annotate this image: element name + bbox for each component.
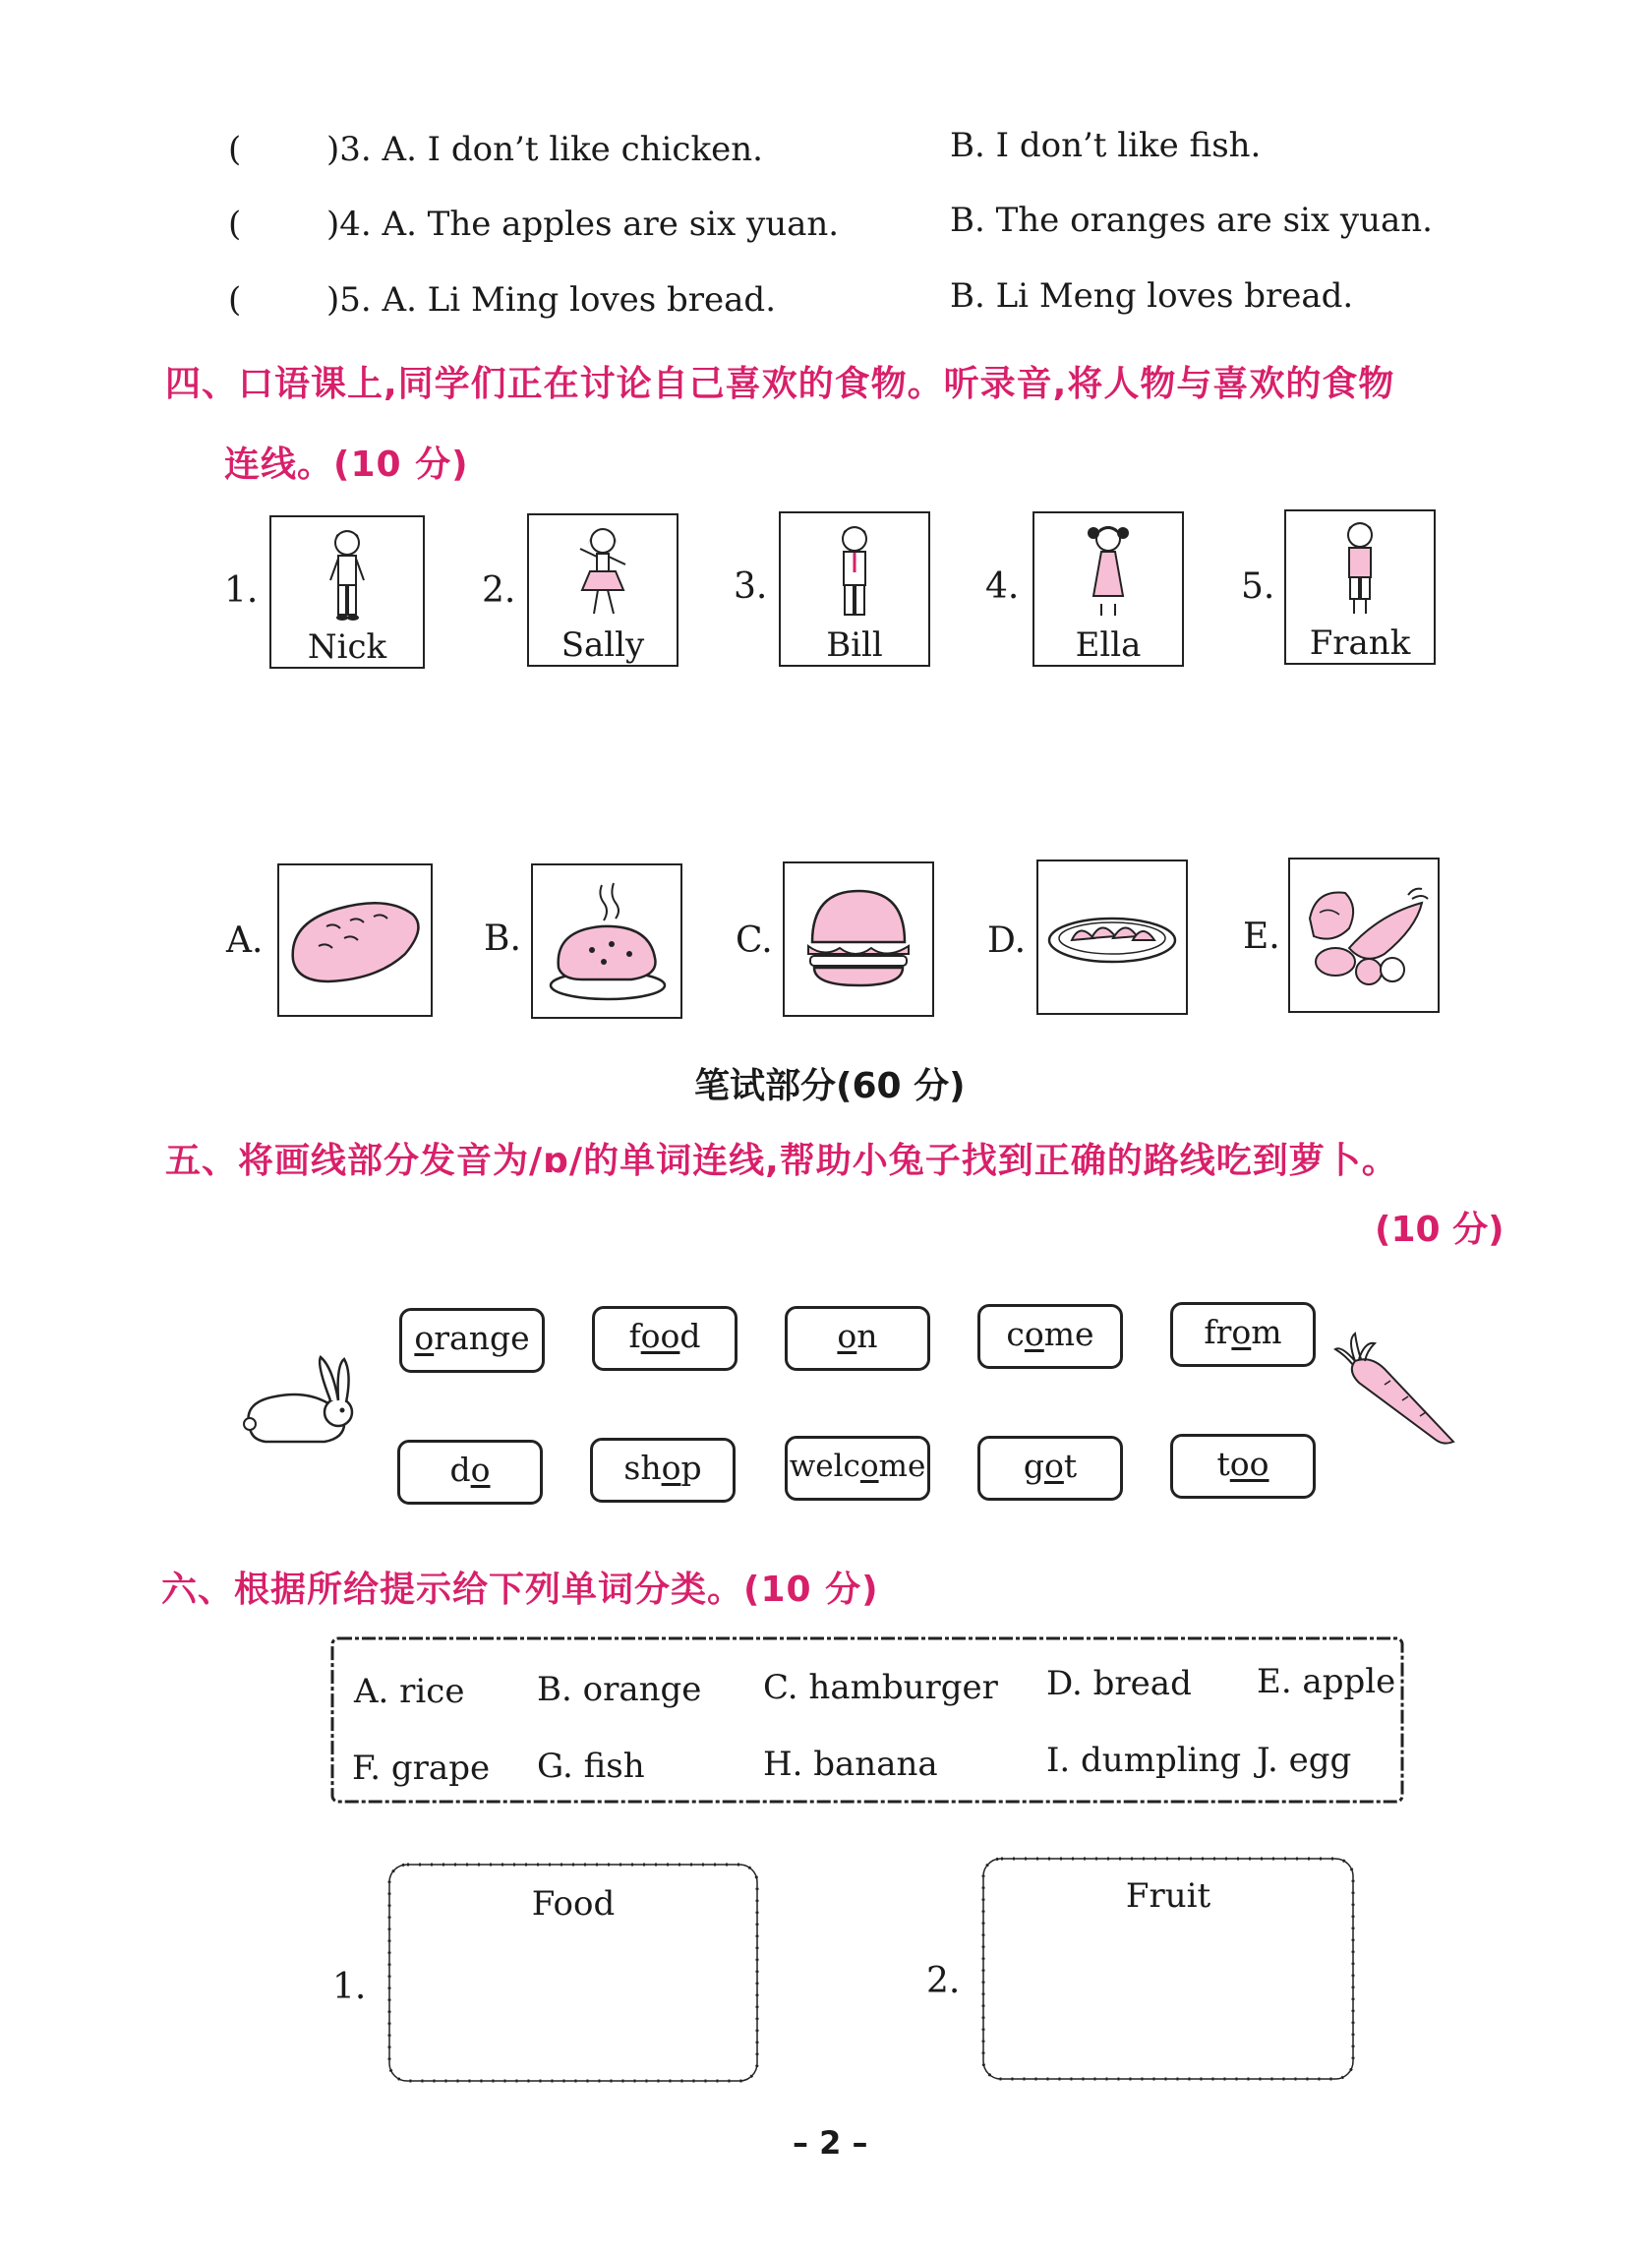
word-pre: t xyxy=(1216,1445,1230,1483)
category-num-2: 2. xyxy=(926,1961,961,2001)
word-box-from[interactable] xyxy=(1170,1302,1316,1367)
word-egg: J. egg xyxy=(1257,1741,1352,1780)
person-num-3: 3. xyxy=(734,566,768,607)
boy-suit-icon xyxy=(781,513,928,631)
rabbit-icon xyxy=(236,1343,374,1452)
word-dumpling: I. dumpling xyxy=(1046,1741,1242,1780)
word-underlined: o xyxy=(661,1449,681,1487)
section5-title: 五、将画线部分发音为/ɒ/的单词连线,帮助小兔子找到正确的路线吃到萝卜。 xyxy=(165,1141,1398,1181)
section4-title-cont-text: 连线。 xyxy=(224,445,334,485)
section4-title-cont xyxy=(224,437,469,487)
answer-paren-3[interactable]: ( xyxy=(228,130,242,169)
word-pre: g xyxy=(1023,1447,1044,1485)
word-rice: A. rice xyxy=(354,1672,465,1711)
category-label-fruit: Fruit xyxy=(1125,1876,1211,1916)
section5-score: (10 分) xyxy=(1375,1210,1504,1250)
word-box-food[interactable] xyxy=(592,1306,738,1371)
food-card-d[interactable] xyxy=(1036,860,1188,1015)
q3-option-b: B. I don’t like fish. xyxy=(950,126,1262,165)
word-post: t xyxy=(1063,1447,1078,1485)
section6-title xyxy=(161,1562,879,1612)
word-pre: f xyxy=(628,1317,641,1355)
roast-chicken-icon xyxy=(533,865,680,1017)
word-pre: c xyxy=(1006,1315,1025,1353)
word-box-do[interactable] xyxy=(397,1440,543,1505)
word-box-come[interactable] xyxy=(977,1304,1123,1369)
q4-option-a: )4. A. The apples are six yuan. xyxy=(326,205,840,244)
food-card-e[interactable] xyxy=(1288,858,1440,1013)
word-box-on[interactable] xyxy=(785,1306,930,1371)
person-num-5: 5. xyxy=(1241,566,1275,607)
person-card-sally[interactable] xyxy=(527,513,678,667)
girl-dancing-icon xyxy=(529,515,677,631)
person-card-ella[interactable] xyxy=(1032,511,1184,667)
person-num-2: 2. xyxy=(482,570,516,611)
category-num-1: 1. xyxy=(332,1967,367,2007)
word-underlined: o xyxy=(414,1319,435,1357)
category-box-fruit[interactable] xyxy=(977,1853,1359,2085)
person-num-1: 1. xyxy=(224,570,259,611)
word-box-orange[interactable] xyxy=(399,1308,545,1373)
word-box-welcome[interactable] xyxy=(785,1436,930,1501)
word-pre: welc xyxy=(789,1449,860,1484)
boy-icon xyxy=(271,517,423,633)
answer-paren-4[interactable]: ( xyxy=(228,205,242,244)
word-post: me xyxy=(878,1449,926,1484)
food-letter-a: A. xyxy=(226,920,264,961)
food-letter-d: D. xyxy=(987,920,1027,961)
word-grape: F. grape xyxy=(352,1749,491,1788)
person-name: Ella xyxy=(1075,625,1142,665)
category-label-food: Food xyxy=(531,1884,616,1924)
word-bread: D. bread xyxy=(1046,1664,1192,1703)
person-card-bill[interactable] xyxy=(779,511,930,667)
q3-option-a: )3. A. I don’t like chicken. xyxy=(326,130,763,169)
food-letter-e: E. xyxy=(1243,917,1280,957)
vegetables-icon xyxy=(1290,860,1438,1011)
person-num-4: 4. xyxy=(985,566,1020,607)
person-name: Nick xyxy=(307,627,387,667)
section6-title-text: 六、根据所给提示给下列单词分类。 xyxy=(161,1570,744,1610)
word-post: range xyxy=(434,1319,530,1357)
word-underlined: o xyxy=(859,1449,879,1484)
section4-score: (10 分) xyxy=(333,445,469,485)
section6-score: (10 分) xyxy=(743,1570,879,1610)
food-card-a[interactable] xyxy=(277,863,433,1017)
word-fish: G. fish xyxy=(537,1747,645,1786)
word-hamburger: C. hamburger xyxy=(763,1668,998,1707)
answer-paren-5[interactable]: ( xyxy=(228,280,242,320)
word-box-too[interactable] xyxy=(1170,1434,1316,1499)
word-underlined: o xyxy=(1024,1315,1044,1353)
word-banana: H. banana xyxy=(763,1745,938,1784)
food-card-c[interactable] xyxy=(783,861,934,1017)
word-underlined: o xyxy=(470,1451,491,1489)
q5-option-b: B. Li Meng loves bread. xyxy=(950,276,1354,316)
hamburger-icon xyxy=(785,863,932,1015)
word-post: me xyxy=(1043,1315,1094,1353)
food-letter-b: B. xyxy=(484,919,521,959)
word-pre: fr xyxy=(1204,1313,1232,1351)
word-pre: d xyxy=(449,1451,471,1489)
person-card-frank[interactable] xyxy=(1284,509,1436,665)
food-card-b[interactable] xyxy=(531,863,682,1019)
category-box-food[interactable] xyxy=(384,1859,763,2087)
word-orange: B. orange xyxy=(537,1670,702,1709)
word-underlined: o xyxy=(1043,1447,1064,1485)
written-part-title: 笔试部分(60 分) xyxy=(694,1066,966,1106)
q4-option-b: B. The oranges are six yuan. xyxy=(950,201,1433,240)
person-name: Bill xyxy=(826,625,883,665)
section4-title: 四、口语课上,同学们正在讨论自己喜欢的食物。听录音,将人物与喜欢的食物 xyxy=(165,364,1395,404)
person-name: Frank xyxy=(1309,623,1411,663)
word-box-shop[interactable] xyxy=(590,1438,736,1503)
person-card-nick[interactable] xyxy=(269,515,425,669)
word-pre: sh xyxy=(623,1449,662,1487)
food-letter-c: C. xyxy=(736,920,773,961)
girl-dress-icon xyxy=(1034,513,1182,631)
word-post: m xyxy=(1251,1313,1282,1351)
bread-icon xyxy=(279,865,431,1015)
boy-vest-icon xyxy=(1286,511,1434,629)
word-post: d xyxy=(679,1317,701,1355)
dumplings-icon xyxy=(1038,861,1186,1013)
carrot-icon xyxy=(1326,1326,1463,1453)
word-apple: E. apple xyxy=(1257,1662,1396,1701)
q5-option-a: )5. A. Li Ming loves bread. xyxy=(326,280,777,320)
word-post: n xyxy=(856,1317,878,1355)
word-underlined: oo xyxy=(1229,1445,1269,1483)
word-box-got[interactable] xyxy=(977,1436,1123,1501)
word-post: p xyxy=(680,1449,702,1487)
word-underlined: oo xyxy=(640,1317,680,1355)
page-number: – 2 – xyxy=(793,2124,868,2162)
person-name: Sally xyxy=(560,625,645,665)
word-underlined: o xyxy=(837,1317,857,1355)
word-underlined: o xyxy=(1231,1313,1252,1351)
